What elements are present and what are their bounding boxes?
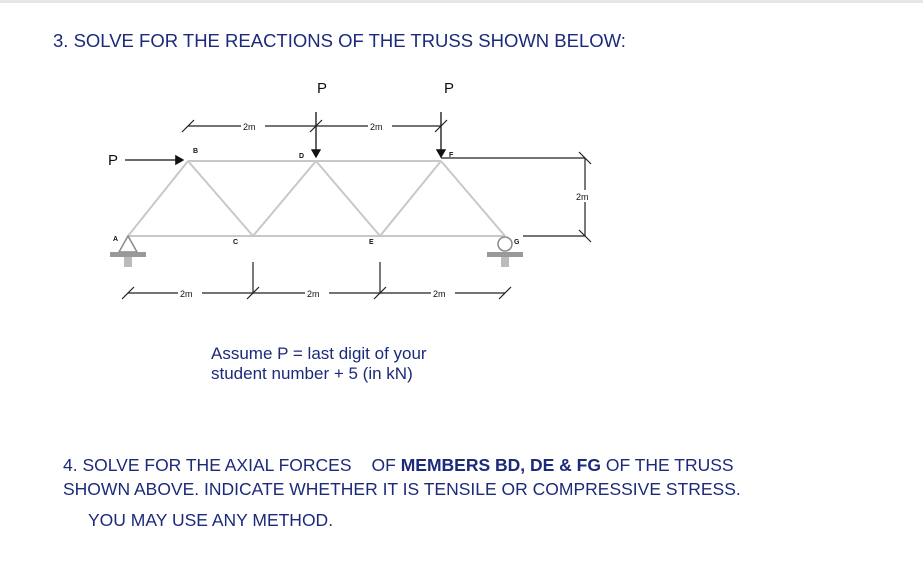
assumption-note	[211, 344, 427, 384]
member-fg	[441, 161, 505, 236]
member-cd	[253, 161, 316, 236]
load-label-f: P	[444, 80, 455, 97]
height-dimension	[441, 152, 591, 242]
question-4-line-3: YOU MAY USE ANY METHOD.	[88, 510, 334, 530]
dim-label-bot-2: 2m	[307, 289, 320, 299]
load-label-b: P	[108, 152, 119, 169]
question-4-line-2: SHOWN ABOVE. INDICATE WHETHER IT IS TENSILE OR COMPRESSIVE STRESS.	[63, 479, 741, 499]
member-ab	[128, 161, 188, 236]
node-label-d: D	[299, 153, 305, 160]
question-3-text: 3. SOLVE FOR THE REACTIONS OF THE TRUSS SHOWN BELOW:	[53, 30, 626, 51]
member-bc	[188, 161, 253, 236]
node-label-b: B	[193, 148, 199, 155]
question-4-members: MEMBERS BD, DE & FG	[400, 455, 601, 475]
node-label-f: F	[449, 152, 454, 159]
dim-label-top-1: 2m	[243, 122, 256, 132]
node-label-e: E	[369, 239, 374, 246]
member-de	[316, 161, 380, 236]
node-label-g: G	[514, 239, 520, 246]
question-4-prefix: 4. SOLVE FOR THE AXIAL FORCES	[63, 455, 352, 475]
question-4-suffix: OF THE TRUSS	[605, 455, 734, 475]
question-4-of: OF	[371, 455, 396, 475]
node-label-a: A	[113, 236, 119, 243]
assumption-line-1: Assume P = last digit of your	[211, 344, 427, 363]
node-label-c: C	[233, 239, 239, 246]
member-ef	[380, 161, 441, 236]
load-label-d: P	[317, 80, 328, 97]
dim-label-bot-3: 2m	[433, 289, 446, 299]
truss-members	[128, 161, 505, 236]
question-4-line-1	[63, 453, 741, 477]
assumption-line-2: student number + 5 (in kN)	[211, 364, 413, 383]
load-arrows	[125, 112, 441, 160]
dim-label-height: 2m	[576, 192, 589, 202]
dim-label-bot-1: 2m	[180, 289, 193, 299]
dim-label-top-2: 2m	[370, 122, 383, 132]
question-4-text	[63, 453, 741, 501]
top-dimension	[182, 120, 447, 132]
